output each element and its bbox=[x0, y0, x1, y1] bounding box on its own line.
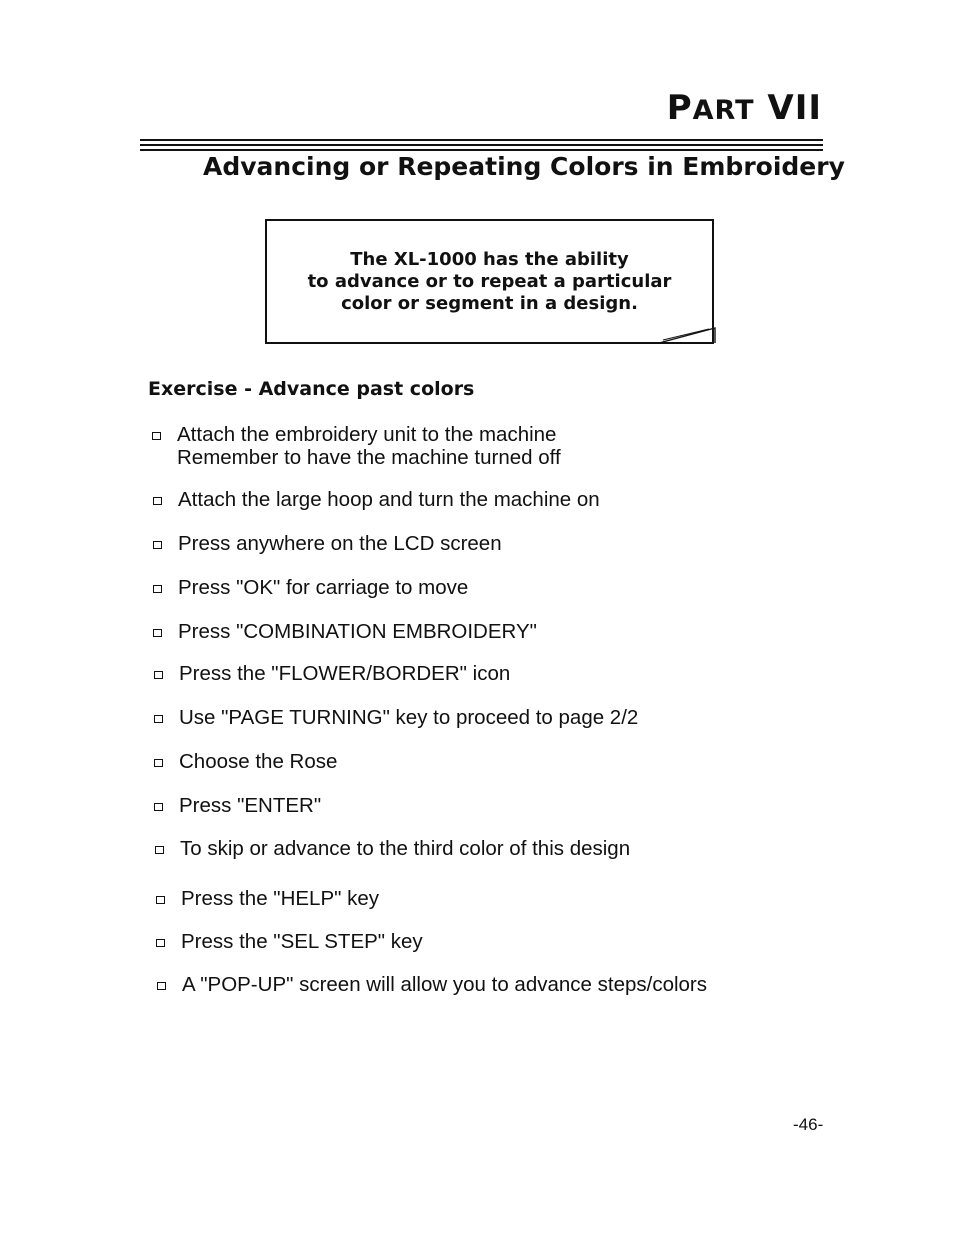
checkbox-bullet-icon bbox=[156, 896, 165, 904]
part-heading bbox=[667, 88, 822, 128]
checkbox-bullet-icon bbox=[152, 432, 161, 440]
list-item-text: Remember to have the machine turned off bbox=[177, 446, 561, 469]
list-item bbox=[178, 576, 468, 599]
note-box bbox=[265, 219, 714, 344]
list-item bbox=[181, 930, 423, 953]
checkbox-bullet-icon bbox=[153, 541, 162, 549]
list-item bbox=[178, 532, 502, 555]
list-item bbox=[179, 662, 510, 685]
list-item bbox=[180, 837, 630, 860]
checkbox-bullet-icon bbox=[154, 759, 163, 767]
exercise-heading: Exercise - Advance past colors bbox=[148, 378, 475, 400]
list-item bbox=[178, 488, 600, 511]
checkbox-bullet-icon bbox=[153, 497, 162, 505]
list-item-text: Press the "FLOWER/BORDER" icon bbox=[179, 662, 511, 685]
list-item-text: To skip or advance to the third color of this design bbox=[180, 837, 631, 860]
list-item-text: Attach the large hoop and turn the machine on bbox=[178, 488, 600, 511]
list-item bbox=[178, 620, 537, 643]
list-item-text: Press anywhere on the LCD screen bbox=[178, 532, 502, 555]
checkbox-bullet-icon bbox=[155, 846, 164, 854]
part-word-initial: P bbox=[666, 88, 693, 128]
note-line-3: color or segment in a design. bbox=[341, 293, 638, 314]
list-item-text: Use "PAGE TURNING" key to proceed to page 2/2 bbox=[179, 706, 639, 729]
list-item bbox=[177, 423, 561, 469]
list-item-text: Attach the embroidery unit to the machine bbox=[177, 423, 557, 446]
checkbox-bullet-icon bbox=[153, 585, 162, 593]
list-item-text: Press "OK" for carriage to move bbox=[178, 576, 469, 599]
list-item bbox=[182, 973, 707, 996]
page-title: Advancing or Repeating Colors in Embroidery bbox=[203, 152, 845, 181]
note-line-1: The XL-1000 has the ability bbox=[350, 249, 629, 270]
list-item-text: Choose the Rose bbox=[179, 750, 338, 773]
list-item-text: Press the "HELP" key bbox=[181, 887, 379, 910]
divider-rule bbox=[140, 139, 823, 141]
list-item bbox=[179, 706, 638, 729]
list-item bbox=[179, 794, 321, 817]
checkbox-bullet-icon bbox=[154, 803, 163, 811]
list-item-text: A "POP-UP" screen will allow you to advance steps/colors bbox=[182, 973, 708, 996]
page-curl-icon bbox=[655, 322, 721, 348]
part-number: VII bbox=[767, 88, 822, 128]
divider-rule bbox=[140, 144, 823, 146]
checkbox-bullet-icon bbox=[157, 982, 166, 990]
checkbox-bullet-icon bbox=[156, 939, 165, 947]
list-item bbox=[179, 750, 337, 773]
divider-rule bbox=[140, 149, 823, 151]
part-word-rest: ART bbox=[692, 95, 755, 126]
note-line-2: to advance or to repeat a particular bbox=[307, 271, 672, 292]
checkbox-bullet-icon bbox=[153, 629, 162, 637]
list-item-text: Press "ENTER" bbox=[179, 794, 322, 817]
page-number: -46- bbox=[793, 1115, 824, 1134]
list-item bbox=[181, 887, 379, 910]
checkbox-bullet-icon bbox=[154, 715, 163, 723]
list-item-text: Press "COMBINATION EMBROIDERY" bbox=[178, 620, 537, 643]
checkbox-bullet-icon bbox=[154, 671, 163, 679]
list-item-text: Press the "SEL STEP" key bbox=[181, 930, 423, 953]
